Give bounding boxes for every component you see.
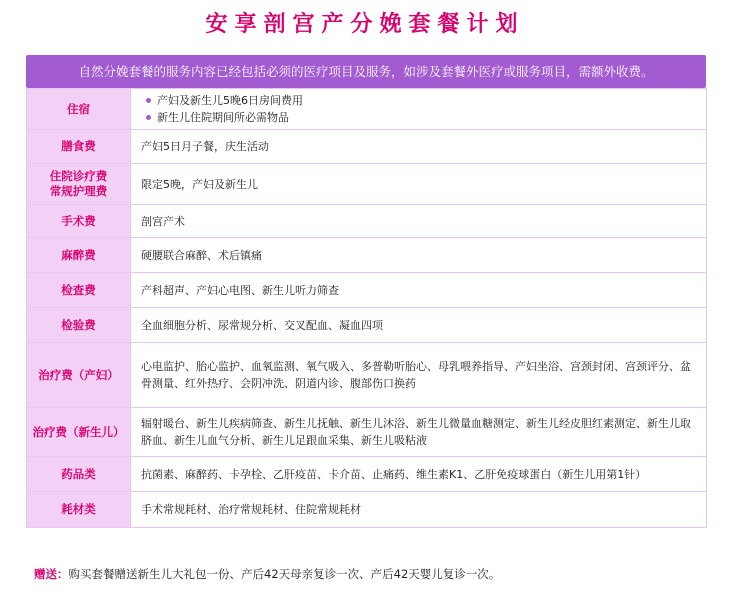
row-label-examination: 检查费	[27, 273, 131, 308]
list-item: 产妇及新生儿5晚6日房间费用	[157, 92, 696, 109]
row-label-accommodation: 住宿	[27, 89, 131, 130]
table-row	[27, 130, 707, 164]
row-content-anesthesia: 硬腰联合麻醉、术后镇痛	[131, 238, 707, 273]
gift-text: 购买套餐赠送新生儿大礼包一份、产后42天母亲复诊一次、产后42天婴儿复诊一次。	[68, 567, 501, 581]
row-label-surgery: 手术费	[27, 205, 131, 238]
row-label-treatment-newborn: 治疗费（新生儿）	[27, 408, 131, 457]
row-label-treatment-mother: 治疗费（产妇）	[27, 343, 131, 408]
row-label-lab-tests: 检验费	[27, 308, 131, 343]
row-content-accommodation	[131, 89, 707, 130]
accommodation-list	[141, 92, 696, 126]
row-label-anesthesia: 麻醉费	[27, 238, 131, 273]
table-row	[27, 205, 707, 238]
table-row	[27, 89, 707, 130]
table-row	[27, 273, 707, 308]
row-label-consumables: 耗材类	[27, 492, 131, 528]
package-table	[26, 88, 707, 528]
row-label-meals: 膳食费	[27, 130, 131, 164]
table-row	[27, 308, 707, 343]
package-note-banner: 自然分娩套餐的服务内容已经包括必须的医疗项目及服务，如涉及套餐外医疗或服务项目，需额外收费。	[26, 55, 706, 88]
row-label-line: 住院诊疗费	[49, 169, 108, 183]
table-row	[27, 164, 707, 205]
page-title: 安享剖宫产分娩套餐计划	[205, 12, 525, 37]
row-label-hospital-care	[27, 164, 131, 205]
row-content-lab-tests: 全血细胞分析、尿常规分析、交叉配血、凝血四项	[131, 308, 707, 343]
row-content-treatment-newborn: 辐射暖台、新生儿疾病筛查、新生儿抚触、新生儿沐浴、新生儿微量血糖测定、新生儿经皮胆红素测定、新生儿取脐血、新生儿血气分析、新生儿足跟血采集、新生儿吸粘液	[131, 408, 707, 457]
row-content-hospital-care: 限定5晚，产妇及新生儿	[131, 164, 707, 205]
row-label-medicines: 药品类	[27, 457, 131, 492]
table-row	[27, 238, 707, 273]
row-content-medicines: 抗菌素、麻醉药、卡孕栓、乙肝疫苗、卡介苗、止痛药、维生素K1、乙肝免疫球蛋白（新生儿用第1针）	[131, 457, 707, 492]
gift-note	[34, 566, 500, 582]
row-content-meals: 产妇5日月子餐，庆生活动	[131, 130, 707, 164]
row-label-line: 常规护理费	[49, 184, 108, 198]
table-row	[27, 457, 707, 492]
row-content-consumables: 手术常规耗材、治疗常规耗材、住院常规耗材	[131, 492, 707, 528]
row-content-treatment-mother: 心电监护、胎心监护、血氧监测、氧气吸入、多普勒听胎心、母乳喂养指导、产妇坐浴、宫颈封闭、宫颈评分、盆骨测量、红外热疗、会阴冲洗、阴道内诊、腹部伤口换药	[131, 343, 707, 408]
gift-label: 赠送：	[34, 567, 69, 581]
list-item: 新生儿住院期间所必需物品	[157, 109, 696, 126]
table-row	[27, 343, 707, 408]
table-row	[27, 408, 707, 457]
row-content-surgery: 剖宫产术	[131, 205, 707, 238]
table-row	[27, 492, 707, 528]
row-content-examination: 产科超声、产妇心电图、新生儿听力筛查	[131, 273, 707, 308]
